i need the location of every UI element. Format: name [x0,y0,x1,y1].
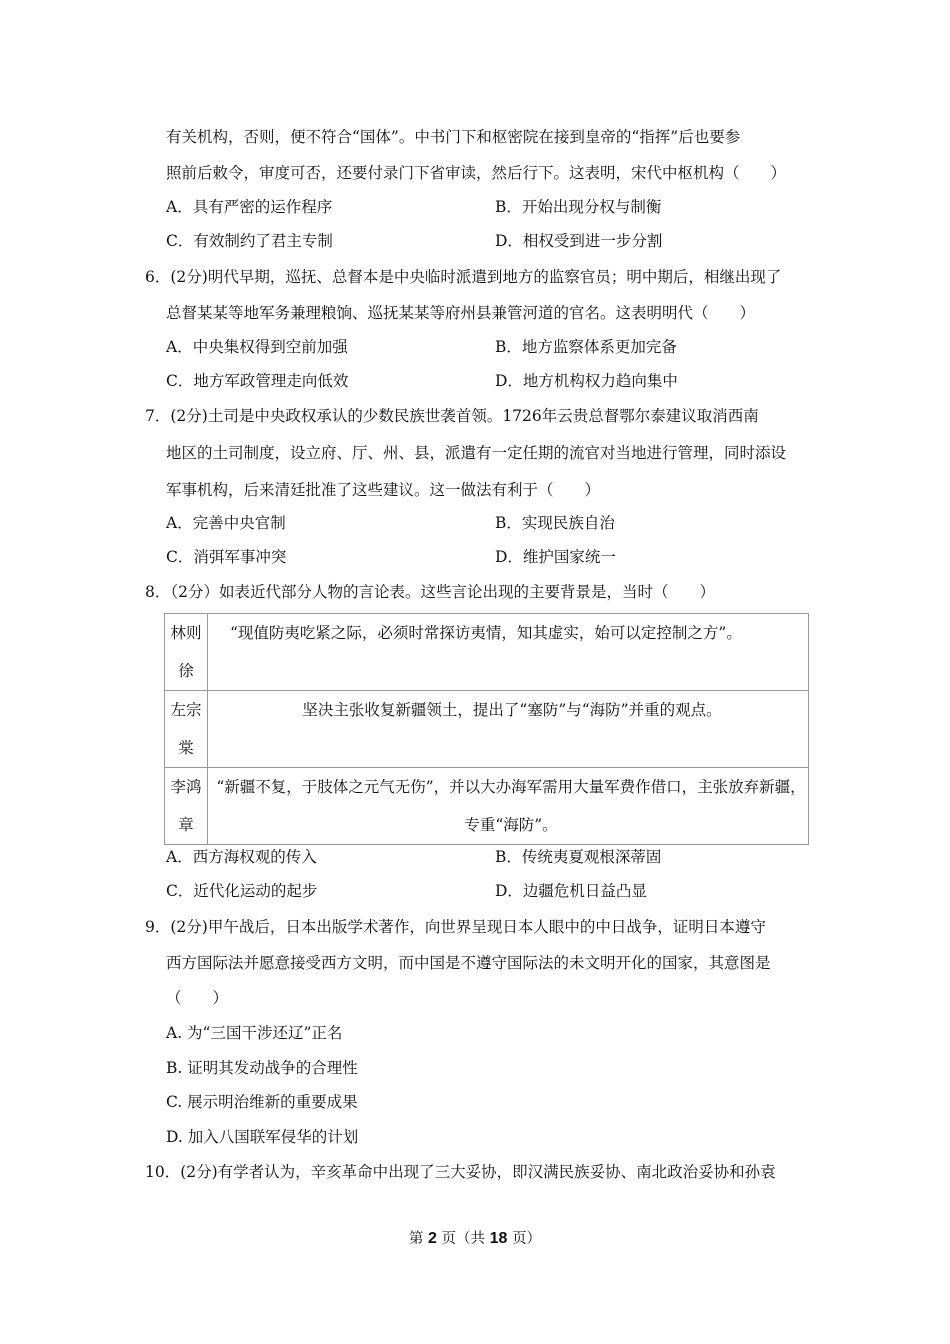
q7-option-b: B．实现民族自治 [495,514,615,532]
q6-option-c: C．地方军政管理走向低效 [166,372,349,390]
q5-option-a: A．具有严密的运作程序 [166,198,333,216]
q8-quote-table [164,613,809,845]
footer-total-pages: 18 [489,1230,508,1247]
q8-option-b: B．传统夷夏观根深蒂固 [495,848,662,866]
q7-option-d: D．维护国家统一 [495,548,616,566]
table-row [165,614,809,691]
footer-suffix: 页） [512,1231,542,1247]
q5-line-1: 有关机构，否则，便不符合“国体”。中书门下和枢密院在接到皇帝的“指挥”后也要参 [166,128,741,146]
q9-option-b: B. 证明其发动战争的合理性 [166,1059,358,1077]
footer-page-number: 2 [428,1230,437,1247]
person-quote: “现值防夷吃紧之际，必须时常探访夷情，知其虚实，始可以定控制之方”。 [208,614,809,691]
q9-option-c: C. 展示明治维新的重要成果 [166,1093,358,1111]
q9-option-a: A. 为“三国干涉还辽”正名 [166,1024,343,1042]
q5-option-d: D．相权受到进一步分割 [495,232,663,250]
q6-option-b: B．地方监察体系更加完备 [495,338,677,356]
person-quote: “新疆不复，于肢体之元气无伤”，并以大办海军需用大量军费作借口，主张放弃新疆，专重“海防”。 [208,768,809,845]
q5-option-b: B．开始出现分权与制衡 [495,198,662,216]
q10-line-1: 10．(2分)有学者认为，辛亥革命中出现了三大妥协，即汉满民族妥协、南北政治妥协和孙袁 [145,1163,776,1181]
q9-option-d: D. 加入八国联军侵华的计划 [166,1128,359,1146]
q9-line-3: （ ） [166,989,229,1007]
page-footer [0,1229,950,1249]
footer-mid: 页（共 [441,1231,486,1247]
q5-line-2: 照前后敕令，审度可否，还要付录门下省审读，然后行下。这表明，宋代中枢机构（ ） [166,164,787,182]
q8-option-d: D．边疆危机日益凸显 [495,882,647,900]
q6-line-1: 6．(2分)明代早期，巡抚、总督本是中央临时派遣到地方的监察官员；明中期后，相继出现了 [145,268,782,286]
person-name: 林则徐 [165,614,208,691]
footer-prefix: 第 [408,1231,424,1247]
table-row [165,768,809,845]
q6-option-a: A．中央集权得到空前加强 [166,338,348,356]
table-row [165,691,809,768]
q7-line-2: 地区的土司制度，设立府、厅、州、县，派遣有一定任期的流官对当地进行管理，同时添设 [166,444,787,462]
person-name: 左宗棠 [165,691,208,768]
q6-option-d: D．地方机构权力趋向集中 [495,372,678,390]
q6-line-2: 总督某某等地军务兼理粮饷、巡抚某某等府州县兼管河道的官名。这表明明代（ ） [166,304,756,322]
q9-line-2: 西方国际法并愿意接受西方文明，而中国是不遵守国际法的未文明开化的国家，其意图是 [166,954,771,972]
q8-option-a: A．西方海权观的传入 [166,848,317,866]
q8-option-c: C．近代化运动的起步 [166,882,318,900]
person-name: 李鸿章 [165,768,208,845]
q9-line-1: 9．(2分)甲午战后，日本出版学术著作，向世界呈现日本人眼中的中日战争，证明日本遵守 [145,918,766,936]
q7-line-3: 军事机构，后来清廷批准了这些建议。这一做法有利于（ ） [166,481,601,499]
q7-option-c: C．消弭军事冲突 [166,548,287,566]
q5-option-c: C．有效制约了君主专制 [166,232,333,250]
q7-option-a: A．完善中央官制 [166,514,286,532]
q7-line-1: 7．(2分)土司是中央政权承认的少数民族世袭首领。1726年云贵总督鄂尔泰建议取消西南 [145,407,759,425]
q8-stem: 8．（2分）如表近代部分人物的言论表。这些言论出现的主要背景是，当时（ ） [145,583,715,601]
person-quote: 坚决主张收复新疆领土，提出了“塞防”与“海防”并重的观点。 [208,691,809,768]
